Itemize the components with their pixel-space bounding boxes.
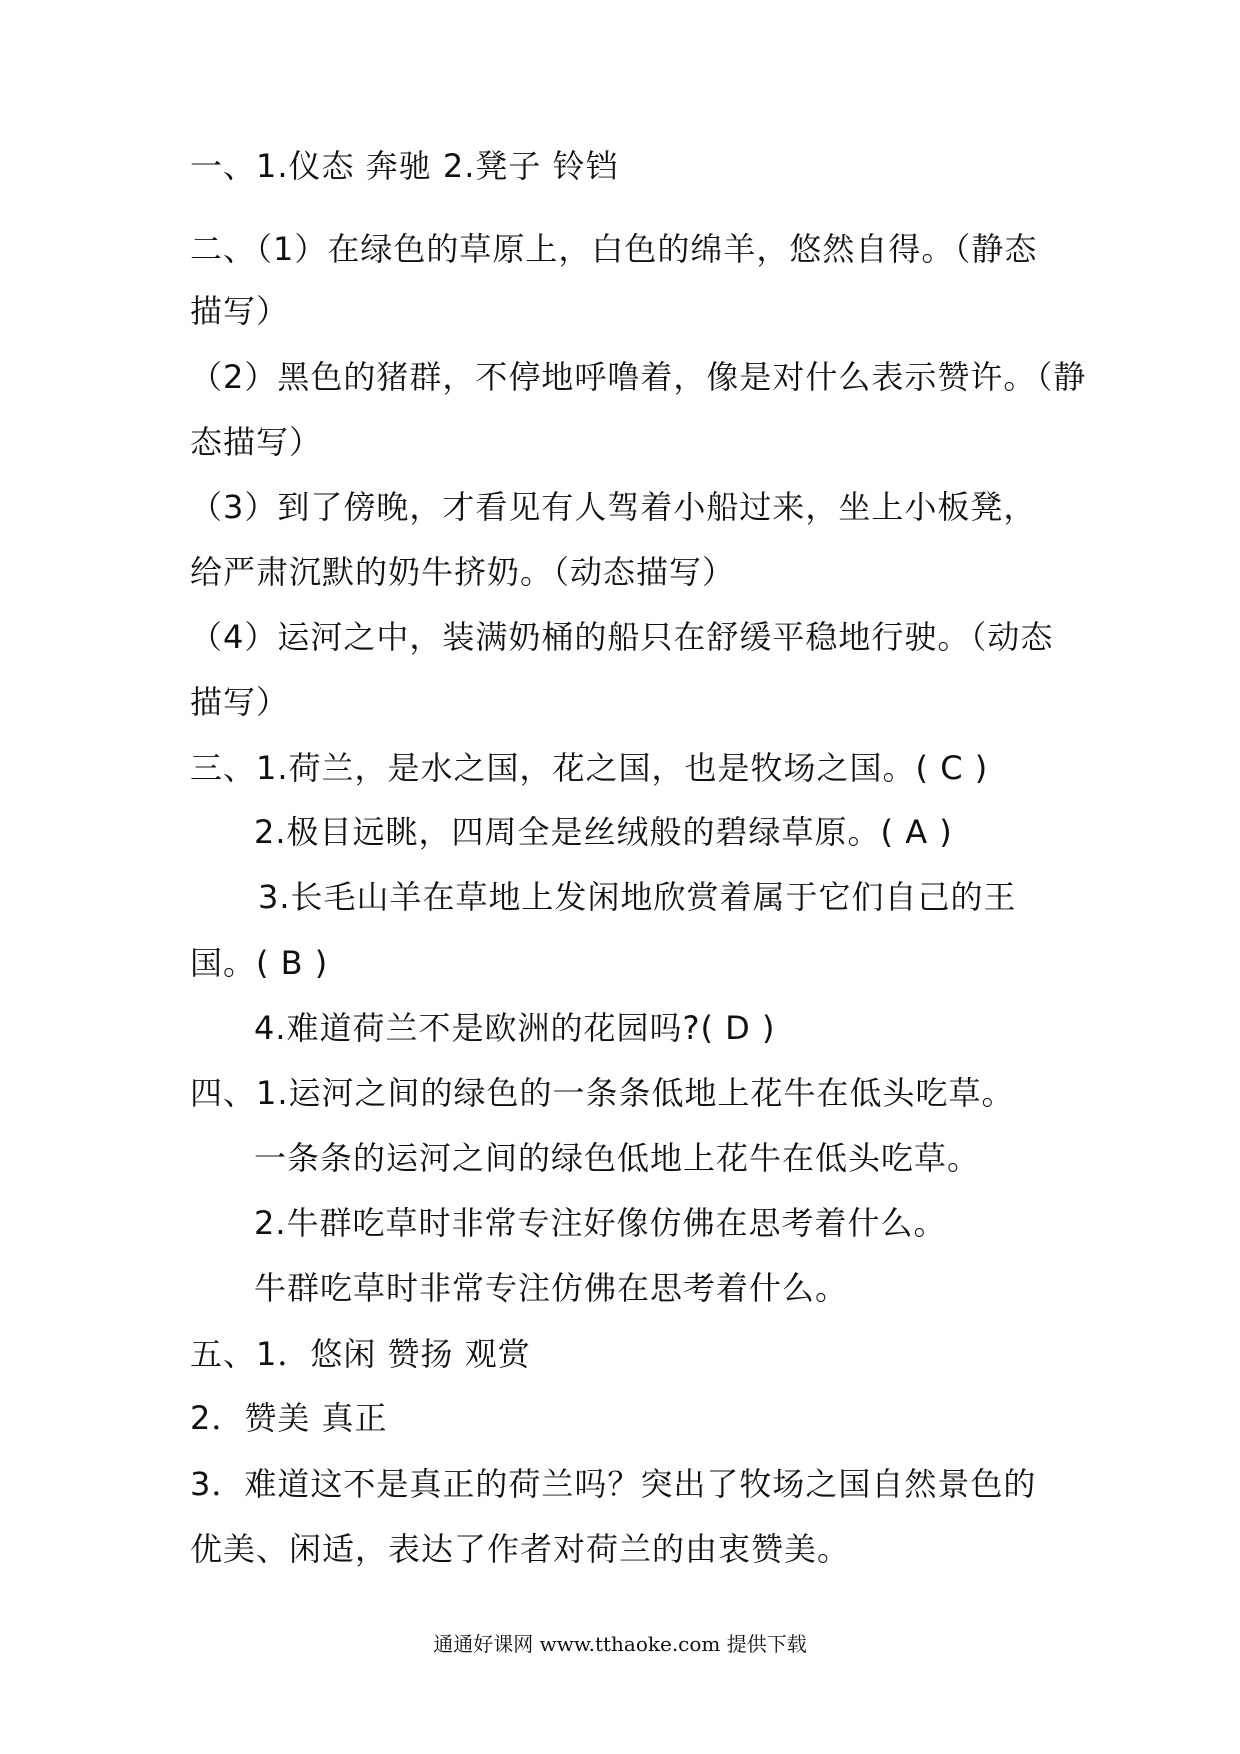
answer-section-2-item-1-cont: 描写） [190,292,290,330]
answer-section-2-item-2: （2）黑色的猪群，不停地呼噜着，像是对什么表示赞许。（静 [190,358,1087,396]
answer-section-5-item-3-cont: 优美、闲适，表达了作者对荷兰的由衷赞美。 [190,1530,851,1568]
answer-section-4-item-2: 2.牛群吃草时非常专注好像仿佛在思考着什么。 [254,1204,947,1242]
answer-section-5-item-3: 3．难道这不是真正的荷兰吗？突出了牧场之国自然景色的 [190,1465,1037,1503]
answer-section-5-item-1: 五、1．悠闲 赞扬 观赏 [190,1335,531,1373]
answer-section-2-item-4-cont: 描写） [190,683,290,721]
answer-section-4-item-1-revised: 一条条的运河之间的绿色低地上花牛在低头吃草。 [254,1139,981,1177]
answer-section-3-item-2: 2.极目远眺，四周全是丝绒般的碧绿草原。( A ) [254,813,953,851]
answer-section-2-item-2-cont: 态描写） [190,423,323,461]
answer-section-2-item-1: 二、（1）在绿色的草原上，白色的绵羊，悠然自得。（静态 [190,230,1038,268]
answer-section-4-item-2-revised: 牛群吃草时非常专注仿佛在思考着什么。 [254,1269,849,1307]
answer-section-2-item-3-cont: 给严肃沉默的奶牛挤奶。（动态描写） [190,553,736,591]
answer-section-3-item-3: 3.长毛山羊在草地上发闲地欣赏着属于它们自己的王 [258,878,1017,916]
answer-section-5-item-2: 2．赞美 真正 [190,1399,388,1437]
answer-section-4-item-1: 四、1.运河之间的绿色的一条条低地上花牛在低头吃草。 [190,1074,1015,1112]
answer-section-3-item-1: 三、1.荷兰，是水之国，花之国，也是牧场之国。( C ) [190,749,989,787]
answer-section-2-item-4: （4）运河之中，装满奶桶的船只在舒缓平稳地行驶。（动态 [190,618,1054,656]
answer-section-1: 一、1.仪态 奔驰 2.凳子 铃铛 [190,147,619,185]
answer-section-3-item-4: 4.难道荷兰不是欧洲的花园吗?( D ) [254,1009,776,1047]
answer-section-3-item-3-cont: 国。( B ) [190,944,329,982]
answer-section-2-item-3: （3）到了傍晚，才看见有人驾着小船过来，坐上小板凳， [190,488,1037,526]
footer-text: 通通好课网 www.tthaoke.com 提供下载 [433,1632,807,1656]
